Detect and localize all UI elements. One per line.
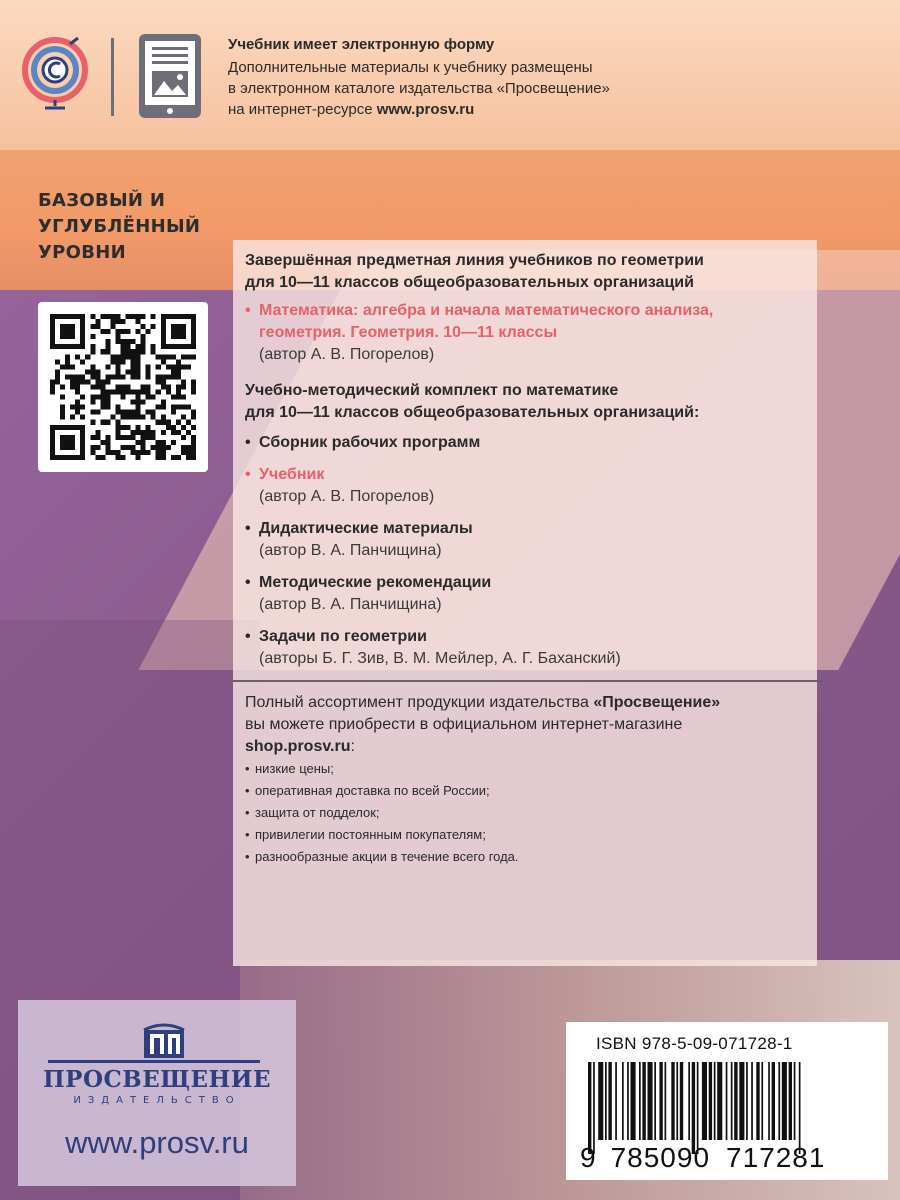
c-circle-globe-icon <box>18 36 92 110</box>
header-line-1: Дополнительные материалы к учебнику размещены <box>228 59 593 76</box>
level-line-1: БАЗОВЫЙ И <box>38 190 166 211</box>
publisher-rule <box>48 1060 260 1063</box>
line-title-2: для 10—11 классов общеобразовательных организаций <box>245 274 694 291</box>
isbn-barcode-block <box>566 1022 888 1180</box>
umk-item-title: • Учебник <box>245 464 811 486</box>
header-line-2: в электронном каталоге издательства «Просвещение» <box>228 80 610 97</box>
barcode-icon <box>584 1062 880 1154</box>
isbn-digits <box>580 1142 884 1174</box>
line-item-title-1: • Математика: алгебра и начала математического анализа, <box>245 300 811 322</box>
isbn-digits-group-2: 717281 <box>726 1142 826 1173</box>
umk-item-author: (авторы Б. Г. Зив, В. М. Мейлер, А. Г. Баханский) <box>259 650 621 667</box>
benefits-list <box>245 758 811 868</box>
umk-title-2: для 10—11 классов общеобразовательных организаций: <box>245 404 700 421</box>
line-item-title-2: геометрия. Геометрия. 10—11 классы <box>259 324 558 341</box>
header-line-3-prefix: на интернет-ресурсе <box>228 101 377 118</box>
shop-line-2: вы можете приобрести в официальном интернет-магазине <box>245 716 683 733</box>
level-line-2: УГЛУБЛЁННЫЙ <box>38 216 201 237</box>
tablet-document-icon <box>138 33 202 119</box>
isbn-digits-group-1: 785090 <box>610 1142 711 1173</box>
shop-publisher-name: «Просвещение» <box>593 694 721 711</box>
umk-title-1: Учебно-методический комплект по математике <box>245 382 619 399</box>
header-url-link[interactable]: www.prosv.ru <box>376 101 475 118</box>
info-panel-content <box>245 250 811 868</box>
umk-item-author: (автор В. А. Панчищина) <box>259 542 442 559</box>
header-text <box>228 34 868 120</box>
umk-item-title: • Дидактические материалы <box>245 518 811 540</box>
shop-line-3 <box>245 736 811 758</box>
header-line-3 <box>228 99 868 120</box>
isbn-digit-first: 9 <box>580 1142 597 1173</box>
benefit-item: • защита от подделок; <box>245 802 811 824</box>
shop-line-1-prefix: Полный ассортимент продукции издательства <box>245 694 594 711</box>
publisher-url-link[interactable]: www.prosv.ru <box>65 1125 249 1160</box>
isbn-label: ISBN 978-5-09-071728-1 <box>596 1034 793 1053</box>
publisher-logo-block <box>18 1000 296 1186</box>
publisher-name: ПРОСВЕЩЕНИЕ <box>42 1066 272 1093</box>
umk-item-author: (автор А. В. Погорелов) <box>259 488 435 505</box>
umk-item-title: • Сборник рабочих программ <box>245 432 811 454</box>
shop-url-link[interactable]: shop.prosv.ru <box>245 738 351 755</box>
benefit-item: • привилегии постоянным покупателям; <box>245 824 811 846</box>
line-item-author: (автор А. В. Погорелов) <box>259 346 435 363</box>
prosveshchenie-logo-icon <box>140 1020 188 1058</box>
header-title: Учебник имеет электронную форму <box>228 36 495 53</box>
qr-code[interactable] <box>38 302 208 472</box>
level-label <box>38 188 238 266</box>
shop-line-1 <box>245 692 811 714</box>
line-title-1: Завершённая предметная линия учебников по геометрии <box>245 252 704 269</box>
panel-divider <box>233 680 823 682</box>
qr-code-icon <box>50 314 196 460</box>
benefit-item: • оперативная доставка по всей России; <box>245 780 811 802</box>
header-divider <box>111 38 114 116</box>
benefit-item: • низкие цены; <box>245 758 811 780</box>
benefit-item: • разнообразные акции в течение всего года. <box>245 846 811 868</box>
shop-colon: : <box>350 738 355 755</box>
umk-item-title: • Методические рекомендации <box>245 572 811 594</box>
umk-item-author: (автор В. А. Панчищина) <box>259 596 442 613</box>
umk-item-title: • Задачи по геометрии <box>245 626 811 648</box>
level-line-3: УРОВНИ <box>38 242 127 263</box>
publisher-subtitle: ИЗДАТЕЛЬСТВО <box>73 1095 241 1106</box>
